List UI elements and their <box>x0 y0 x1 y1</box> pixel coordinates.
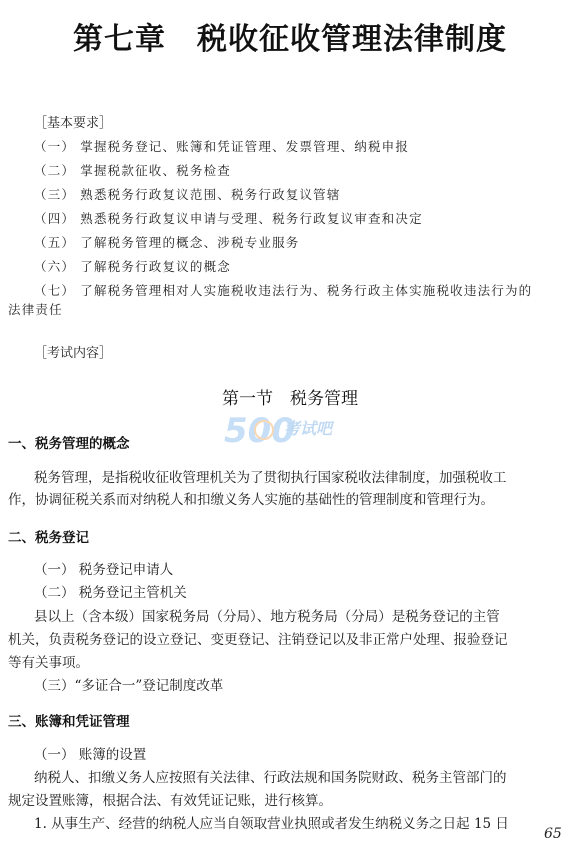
section-heading: 三、账簿和凭证管理 <box>8 714 130 730</box>
list-item: （一） 税务登记申请人 <box>34 562 174 578</box>
requirement-item: （六） 了解税务行政复议的概念 <box>34 259 231 274</box>
requirement-item: （七） 了解税务管理相对人实施税收违法行为、税务行政主体实施税收违法行为的 <box>34 283 533 298</box>
paragraph-line: 纳税人、扣缴义务人应按照有关法律、行政法规和国务院财政、税务主管部门的 <box>34 770 507 786</box>
requirement-item: （五） 了解税务管理的概念、涉税专业服务 <box>34 235 300 250</box>
requirement-item: （二） 掌握税款征收、税务检查 <box>34 163 231 178</box>
list-item: （二） 税务登记主管机关 <box>34 585 187 601</box>
basic-requirements-heading: ［基本要求］ <box>34 116 113 131</box>
requirement-item-continuation: 法律责任 <box>8 302 63 317</box>
section-heading: 一、税务管理的概念 <box>8 436 130 452</box>
requirement-item: （三） 熟悉税务行政复议范围、税务行政复议管辖 <box>34 187 341 202</box>
paragraph-line: 机关，负责税务登记的设立登记、变更登记、注销登记以及非正常户处理、报验登记 <box>8 632 508 648</box>
page-number: 65 <box>544 826 562 842</box>
exam-content-heading: ［考试内容］ <box>34 346 113 361</box>
watermark-text: 考试吧 <box>284 419 333 438</box>
section-heading: 二、税务登记 <box>8 530 89 546</box>
paragraph-line: 规定设置账簿，根据合法、有效凭证记账，进行核算。 <box>8 793 332 809</box>
paragraph-line: 县以上（含本级）国家税务局（分局）、地方税务局（分局）是税务登记的主管 <box>34 609 500 625</box>
paragraph-line: 等有关事项。 <box>8 655 89 671</box>
svg-text:500: 500 <box>224 411 295 451</box>
list-item: （一） 账簿的设置 <box>34 747 147 763</box>
section-title: 第一节 税务管理 <box>222 389 358 409</box>
chapter-title: 第七章 税收征收管理法律制度 <box>73 22 507 57</box>
paragraph-line: 作，协调征税关系而对纳税人和扣缴义务人实施的基础性的管理制度和管理行为。 <box>8 492 494 508</box>
paragraph-line: 税务管理，是指税收征收管理机关为了贯彻执行国家税收法律制度，加强税收工 <box>34 470 507 486</box>
requirement-item: （四） 熟悉税务行政复议申请与受理、税务行政复议审查和决定 <box>34 211 423 226</box>
paragraph-line: 1. 从事生产、经营的纳税人应当自领取营业执照或者发生纳税义务之日起 15 日 <box>34 816 509 832</box>
requirement-item: （一） 掌握税务登记、账簿和凭证管理、发票管理、纳税申报 <box>34 139 410 154</box>
list-item: （三）“多证合一”登记制度改革 <box>34 678 224 694</box>
watermark-logo <box>222 402 352 454</box>
